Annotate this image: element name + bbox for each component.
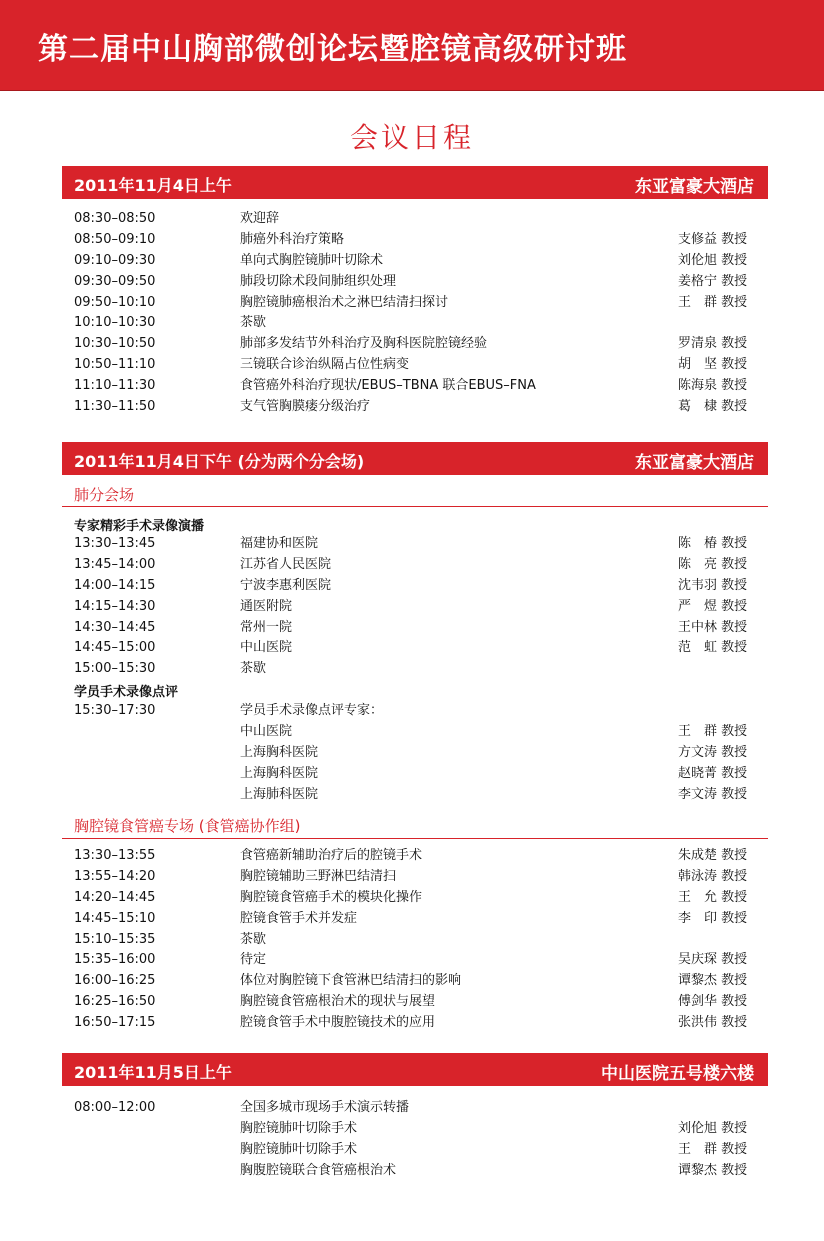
topic-cell: 中山医院 [240,640,293,656]
topic-cell: 支气管胸膜瘘分级治疗 [240,399,371,415]
schedule-row [74,397,764,418]
time-cell: 15:00–15:30 [74,661,156,677]
time-cell: 11:10–11:30 [74,378,156,394]
subsection-divider [62,838,768,839]
time-cell: 14:45–15:00 [74,640,156,656]
time-cell: 13:30–13:45 [74,536,156,551]
schedule-row [74,334,764,355]
time-cell: 16:25–16:50 [74,994,156,1010]
time-cell: 09:50–10:10 [74,294,156,310]
speaker-cell: 葛 棣 教授 [678,399,748,415]
schedule-row [74,971,764,992]
speaker-cell: 谭黎杰 教授 [678,973,748,989]
topic-cell: 胸腔镜食管癌根治术的现状与展望 [240,994,436,1010]
schedule-row [74,722,764,743]
time-cell: 11:30–11:50 [74,399,156,415]
topic-cell: 江苏省人民医院 [240,556,332,572]
topic-cell: 胸腔镜肺癌根治术之淋巴结清扫探讨 [240,294,449,310]
speaker-cell: 李文涛 教授 [678,786,748,802]
topic-cell: 学员手术录像点评专家： [240,703,384,718]
time-cell: 10:10–10:30 [74,315,156,331]
schedule-row [74,930,764,951]
speaker-cell: 张洪伟 教授 [678,1015,748,1031]
time-cell: 15:35–16:00 [74,952,156,968]
topic-cell: 食管癌外科治疗现状/EBUS–TBNA 联合EBUS–FNA [240,378,536,394]
schedule-row [74,230,764,251]
topic-cell: 茶歇 [240,661,267,677]
speaker-cell: 陈海泉 教授 [678,378,748,394]
time-cell: 14:00–14:15 [74,577,156,593]
schedule-row [74,743,764,764]
section-bar-nov4-afternoon [62,442,768,475]
schedule-row [74,618,764,639]
schedule-row [74,251,764,272]
speaker-cell: 王 群 教授 [678,723,748,739]
speaker-cell: 韩泳涛 教授 [678,868,748,884]
time-cell: 13:55–14:20 [74,868,156,884]
topic-cell: 腔镜食管手术中腹腔镜技术的应用 [240,1015,436,1031]
time-cell: 10:30–10:50 [74,336,156,352]
time-cell: 13:45–14:00 [74,556,156,572]
topic-cell: 胸腔镜肺叶切除手术 [240,1141,358,1157]
schedule-row [74,1119,764,1140]
schedule-list [74,1098,764,1182]
topic-cell: 宁波李惠利医院 [240,577,332,593]
time-cell: 08:30–08:50 [74,211,156,226]
schedule-list [74,534,764,680]
schedule-row [74,534,764,555]
schedule-list [74,701,764,805]
section-venue: 中山医院五号楼六楼 [601,1064,754,1084]
schedule-row [74,1140,764,1161]
schedule-row [74,638,764,659]
topic-cell: 胸腔镜肺叶切除手术 [240,1120,358,1136]
schedule-row [74,888,764,909]
schedule-row [74,209,764,230]
schedule-row [74,1013,764,1034]
topic-cell: 通医附院 [240,598,293,614]
section-date: 2011年11月4日上午 [74,176,232,195]
speaker-cell: 姜格宁 教授 [678,273,748,289]
time-cell: 09:30–09:50 [74,273,156,289]
subsection-title-esophageal: 胸腔镜食管癌专场 (食管癌协作组) [74,817,301,835]
speaker-cell: 王 群 教授 [678,1141,748,1157]
speaker-cell: 赵晓菁 教授 [678,765,748,781]
topic-cell: 茶歇 [240,315,267,331]
schedule-row [74,1098,764,1119]
topic-cell: 三镜联合诊治纵隔占位性病变 [240,357,410,373]
topic-cell: 中山医院 [240,723,293,739]
section-bar-nov5-morning [62,1053,768,1086]
page-title: 会议日程 [349,121,474,154]
speaker-cell: 王 群 教授 [678,294,748,310]
topic-cell: 体位对胸腔镜下食管淋巴结清扫的影响 [240,973,462,989]
schedule-row [74,909,764,930]
section-bar-nov4-morning [62,166,768,199]
speaker-cell: 刘伦旭 教授 [678,1120,748,1136]
section-venue: 东亚富豪大酒店 [635,177,754,197]
topic-cell: 食管癌新辅助治疗后的腔镜手术 [240,848,423,863]
schedule-list [74,209,764,418]
speaker-cell: 王 允 教授 [678,889,748,905]
schedule-row [74,992,764,1013]
time-cell: 08:00–12:00 [74,1100,156,1115]
schedule-row [74,785,764,806]
schedule-row [74,293,764,314]
speaker-cell: 罗清泉 教授 [678,336,748,352]
schedule-row [74,576,764,597]
speaker-cell: 沈韦羽 教授 [678,577,748,593]
speaker-cell: 方文涛 教授 [678,744,748,760]
group-label: 专家精彩手术录像演播 [74,519,205,534]
speaker-cell: 李 印 教授 [678,910,748,926]
topic-cell: 上海胸科医院 [240,744,319,760]
time-cell: 15:30–17:30 [74,703,156,718]
group-label: 学员手术录像点评 [74,685,179,700]
schedule-row [74,376,764,397]
topic-cell: 胸腔镜辅助三野淋巴结清扫 [240,868,397,884]
top-banner [0,0,824,91]
time-cell: 09:10–09:30 [74,252,156,268]
section-date: 2011年11月5日上午 [74,1063,232,1082]
time-cell: 14:30–14:45 [74,619,156,635]
speaker-cell: 刘伦旭 教授 [678,252,748,268]
speaker-cell: 傅剑华 教授 [678,994,748,1010]
speaker-cell: 严 煜 教授 [678,598,748,614]
time-cell: 14:15–14:30 [74,598,156,614]
speaker-cell: 吴庆琛 教授 [678,952,748,968]
schedule-row [74,555,764,576]
time-cell: 14:20–14:45 [74,889,156,905]
time-cell: 14:45–15:10 [74,910,156,926]
topic-cell: 福建协和医院 [240,536,319,551]
time-cell: 15:10–15:35 [74,931,156,947]
schedule-row [74,701,764,722]
topic-cell: 腔镜食管手术并发症 [240,910,358,926]
schedule-row [74,764,764,785]
speaker-cell: 支修益 教授 [678,231,748,247]
schedule-row [74,950,764,971]
topic-cell: 待定 [240,952,267,968]
speaker-cell: 谭黎杰 教授 [678,1162,748,1178]
time-cell: 16:50–17:15 [74,1015,156,1031]
schedule-row [74,1161,764,1182]
topic-cell: 上海胸科医院 [240,765,319,781]
speaker-cell: 陈 亮 教授 [678,556,748,572]
section-venue: 东亚富豪大酒店 [635,453,754,473]
schedule-row [74,846,764,867]
schedule-row [74,867,764,888]
topic-cell: 胸腹腔镜联合食管癌根治术 [240,1162,397,1178]
topic-cell: 上海肺科医院 [240,786,319,802]
topic-cell: 肺部多发结节外科治疗及胸科医院腔镜经验 [240,336,488,352]
subsection-divider [62,506,768,507]
schedule-row [74,355,764,376]
topic-cell: 常州一院 [240,619,293,635]
topic-cell: 胸腔镜食管癌手术的模块化操作 [240,889,423,905]
time-cell: 08:50–09:10 [74,231,156,247]
section-date: 2011年11月4日下午 (分为两个分会场) [74,452,365,471]
event-title: 第二届中山胸部微创论坛暨腔镜高级研讨班 [38,32,627,67]
topic-cell: 肺段切除术段间肺组织处理 [240,273,397,289]
speaker-cell: 范 虹 教授 [678,640,748,656]
time-cell: 10:50–11:10 [74,357,156,373]
schedule-row [74,597,764,618]
topic-cell: 全国多城市现场手术演示转播 [240,1100,410,1115]
speaker-cell: 王中林 教授 [678,619,748,635]
time-cell: 16:00–16:25 [74,973,156,989]
subsection-title-lung: 肺分会场 [74,486,135,504]
topic-cell: 肺癌外科治疗策略 [240,231,345,247]
speaker-cell: 朱成楚 教授 [678,848,748,863]
schedule-row [74,272,764,293]
schedule-row [74,313,764,334]
schedule-list [74,846,764,1034]
time-cell: 13:30–13:55 [74,848,156,863]
topic-cell: 单向式胸腔镜肺叶切除术 [240,252,384,268]
speaker-cell: 胡 坚 教授 [678,357,748,373]
speaker-cell: 陈 椿 教授 [678,536,748,551]
schedule-row [74,659,764,680]
topic-cell: 欢迎辞 [240,211,280,226]
topic-cell: 茶歇 [240,931,267,947]
